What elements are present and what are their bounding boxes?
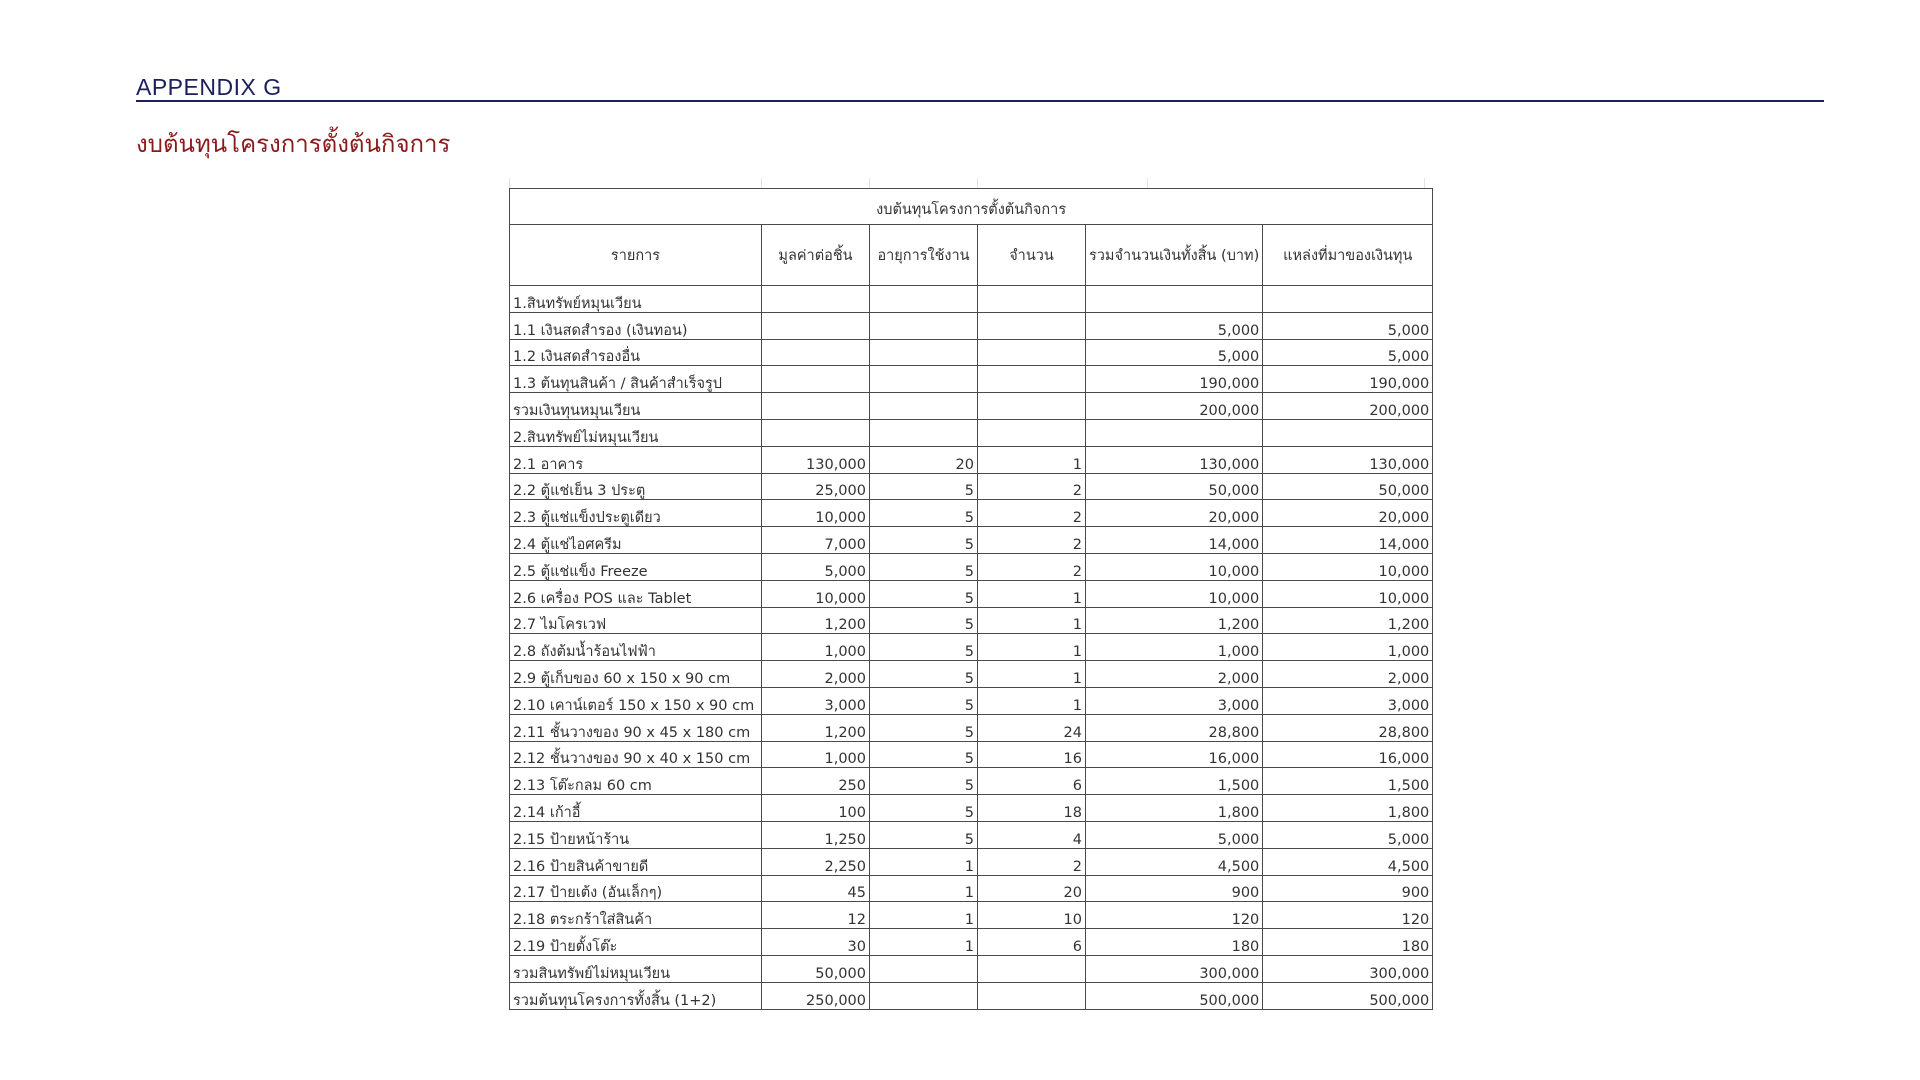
cell-unit-value: 250 xyxy=(762,768,870,795)
cell-unit-value: 1,000 xyxy=(762,741,870,768)
cell-useful-life: 5 xyxy=(870,473,978,500)
cell-item: 2.13 โต๊ะกลม 60 cm xyxy=(510,768,762,795)
cell-funding-source: 5,000 xyxy=(1263,312,1433,339)
cell-quantity: 1 xyxy=(978,661,1086,688)
cell-total-amount: 130,000 xyxy=(1086,446,1263,473)
table-row xyxy=(510,741,1433,768)
cell-quantity xyxy=(978,366,1086,393)
cell-item: รวมเงินทุนหมุนเวียน xyxy=(510,393,762,420)
cell-funding-source: 130,000 xyxy=(1263,446,1433,473)
cell-item: 2.14 เก้าอี้ xyxy=(510,795,762,822)
cell-funding-source: 5,000 xyxy=(1263,339,1433,366)
cell-quantity: 6 xyxy=(978,929,1086,956)
cell-useful-life: 5 xyxy=(870,527,978,554)
table-row xyxy=(510,795,1433,822)
cell-quantity xyxy=(978,286,1086,313)
cell-unit-value xyxy=(762,366,870,393)
cell-unit-value: 7,000 xyxy=(762,527,870,554)
cell-useful-life xyxy=(870,419,978,446)
column-header-funding-source: แหล่งที่มาของเงินทุน xyxy=(1263,225,1433,286)
cell-unit-value: 25,000 xyxy=(762,473,870,500)
cell-quantity: 20 xyxy=(978,875,1086,902)
table-row xyxy=(510,366,1433,393)
cell-quantity: 4 xyxy=(978,821,1086,848)
cell-funding-source: 180 xyxy=(1263,929,1433,956)
cell-quantity: 2 xyxy=(978,473,1086,500)
cell-funding-source: 16,000 xyxy=(1263,741,1433,768)
cell-item: 1.สินทรัพย์หมุนเวียน xyxy=(510,286,762,313)
cell-total-amount: 900 xyxy=(1086,875,1263,902)
cell-total-amount: 20,000 xyxy=(1086,500,1263,527)
cell-quantity: 1 xyxy=(978,687,1086,714)
cell-useful-life: 20 xyxy=(870,446,978,473)
table-row xyxy=(510,902,1433,929)
cell-unit-value xyxy=(762,312,870,339)
cell-total-amount: 5,000 xyxy=(1086,312,1263,339)
cell-quantity: 18 xyxy=(978,795,1086,822)
cell-unit-value: 30 xyxy=(762,929,870,956)
cell-total-amount: 14,000 xyxy=(1086,527,1263,554)
budget-table-container xyxy=(509,188,1433,1010)
table-row xyxy=(510,286,1433,313)
cell-quantity xyxy=(978,982,1086,1009)
table-row xyxy=(510,419,1433,446)
cell-quantity xyxy=(978,955,1086,982)
cell-total-amount: 50,000 xyxy=(1086,473,1263,500)
table-row xyxy=(510,875,1433,902)
cell-quantity: 6 xyxy=(978,768,1086,795)
table-row xyxy=(510,687,1433,714)
page-subtitle: งบต้นทุนโครงการตั้งต้นกิจการ xyxy=(136,130,451,158)
cell-unit-value: 50,000 xyxy=(762,955,870,982)
cell-item: 2.17 ป้ายเต้ง (อันเล็กๆ) xyxy=(510,875,762,902)
cell-funding-source: 28,800 xyxy=(1263,714,1433,741)
cell-quantity: 10 xyxy=(978,902,1086,929)
table-row xyxy=(510,768,1433,795)
cell-useful-life xyxy=(870,366,978,393)
cell-total-amount: 16,000 xyxy=(1086,741,1263,768)
cell-unit-value: 5,000 xyxy=(762,553,870,580)
cell-item: 2.1 อาคาร xyxy=(510,446,762,473)
cell-useful-life: 5 xyxy=(870,768,978,795)
cell-quantity: 16 xyxy=(978,741,1086,768)
table-title: งบต้นทุนโครงการตั้งต้นกิจการ xyxy=(510,189,1433,225)
cell-quantity: 1 xyxy=(978,607,1086,634)
cell-useful-life xyxy=(870,286,978,313)
cell-useful-life: 5 xyxy=(870,580,978,607)
table-row xyxy=(510,661,1433,688)
cell-item: 2.8 ถังต้มน้ำร้อนไฟฟ้า xyxy=(510,634,762,661)
cell-useful-life: 1 xyxy=(870,848,978,875)
table-row xyxy=(510,607,1433,634)
cell-funding-source: 3,000 xyxy=(1263,687,1433,714)
table-row xyxy=(510,339,1433,366)
cell-funding-source: 500,000 xyxy=(1263,982,1433,1009)
cell-funding-source: 200,000 xyxy=(1263,393,1433,420)
table-row xyxy=(510,473,1433,500)
cell-funding-source: 120 xyxy=(1263,902,1433,929)
column-header-total-amount: รวมจำนวนเงินทั้งสิ้น (บาท) xyxy=(1086,225,1263,286)
cell-quantity: 2 xyxy=(978,848,1086,875)
cell-unit-value: 2,250 xyxy=(762,848,870,875)
cell-useful-life xyxy=(870,955,978,982)
cell-funding-source: 1,200 xyxy=(1263,607,1433,634)
cell-funding-source: 1,800 xyxy=(1263,795,1433,822)
cell-unit-value: 100 xyxy=(762,795,870,822)
table-row xyxy=(510,714,1433,741)
cell-item: 2.11 ชั้นวางของ 90 x 45 x 180 cm xyxy=(510,714,762,741)
cell-total-amount xyxy=(1086,419,1263,446)
cell-unit-value: 1,250 xyxy=(762,821,870,848)
cell-useful-life: 1 xyxy=(870,902,978,929)
table-row xyxy=(510,393,1433,420)
cell-unit-value: 1,200 xyxy=(762,714,870,741)
cell-item: 1.1 เงินสดสำรอง (เงินทอน) xyxy=(510,312,762,339)
cell-useful-life xyxy=(870,312,978,339)
cell-unit-value xyxy=(762,393,870,420)
cell-item: รวมต้นทุนโครงการทั้งสิ้น (1+2) xyxy=(510,982,762,1009)
cell-item: 2.16 ป้ายสินค้าขายดี xyxy=(510,848,762,875)
cell-total-amount: 2,000 xyxy=(1086,661,1263,688)
cell-useful-life: 5 xyxy=(870,687,978,714)
cell-quantity: 1 xyxy=(978,580,1086,607)
cell-useful-life: 5 xyxy=(870,607,978,634)
cell-useful-life xyxy=(870,393,978,420)
cell-quantity: 24 xyxy=(978,714,1086,741)
cell-useful-life: 5 xyxy=(870,714,978,741)
cell-item: 2.6 เครื่อง POS และ Tablet xyxy=(510,580,762,607)
cell-unit-value: 250,000 xyxy=(762,982,870,1009)
table-row xyxy=(510,848,1433,875)
cell-total-amount: 180 xyxy=(1086,929,1263,956)
budget-table xyxy=(509,188,1433,1010)
cell-total-amount xyxy=(1086,286,1263,313)
cell-funding-source: 10,000 xyxy=(1263,553,1433,580)
cell-total-amount: 10,000 xyxy=(1086,553,1263,580)
cell-total-amount: 1,000 xyxy=(1086,634,1263,661)
cell-item: 2.9 ตู้เก็บของ 60 x 150 x 90 cm xyxy=(510,661,762,688)
cell-quantity: 2 xyxy=(978,527,1086,554)
cell-unit-value: 12 xyxy=(762,902,870,929)
cell-total-amount: 10,000 xyxy=(1086,580,1263,607)
cell-funding-source: 900 xyxy=(1263,875,1433,902)
cell-item: 2.18 ตระกร้าใส่สินค้า xyxy=(510,902,762,929)
appendix-divider xyxy=(136,100,1824,102)
column-header-item: รายการ xyxy=(510,225,762,286)
cell-total-amount: 1,200 xyxy=(1086,607,1263,634)
cell-funding-source: 10,000 xyxy=(1263,580,1433,607)
column-header-useful-life: อายุการใช้งาน xyxy=(870,225,978,286)
cell-useful-life: 1 xyxy=(870,875,978,902)
cell-item: 2.7 ไมโครเวฟ xyxy=(510,607,762,634)
cell-quantity: 2 xyxy=(978,553,1086,580)
cell-funding-source: 5,000 xyxy=(1263,821,1433,848)
cell-item: 2.15 ป้ายหน้าร้าน xyxy=(510,821,762,848)
cell-useful-life xyxy=(870,339,978,366)
cell-quantity: 1 xyxy=(978,634,1086,661)
cell-unit-value: 1,200 xyxy=(762,607,870,634)
cell-useful-life: 5 xyxy=(870,634,978,661)
cell-total-amount: 5,000 xyxy=(1086,339,1263,366)
cell-item: 2.2 ตู้แช่เย็น 3 ประตู xyxy=(510,473,762,500)
table-row xyxy=(510,527,1433,554)
cell-useful-life: 5 xyxy=(870,741,978,768)
cell-total-amount: 1,800 xyxy=(1086,795,1263,822)
cell-total-amount: 500,000 xyxy=(1086,982,1263,1009)
cell-funding-source: 300,000 xyxy=(1263,955,1433,982)
cell-funding-source: 2,000 xyxy=(1263,661,1433,688)
cell-funding-source: 4,500 xyxy=(1263,848,1433,875)
cell-item: รวมสินทรัพย์ไม่หมุนเวียน xyxy=(510,955,762,982)
cell-total-amount: 200,000 xyxy=(1086,393,1263,420)
column-header-quantity: จำนวน xyxy=(978,225,1086,286)
cell-unit-value: 10,000 xyxy=(762,580,870,607)
cell-useful-life: 5 xyxy=(870,553,978,580)
cell-item: 2.3 ตู้แช่แข็งประตูเดียว xyxy=(510,500,762,527)
cell-useful-life: 5 xyxy=(870,500,978,527)
cell-total-amount: 5,000 xyxy=(1086,821,1263,848)
table-row xyxy=(510,929,1433,956)
cell-unit-value: 3,000 xyxy=(762,687,870,714)
cell-unit-value: 10,000 xyxy=(762,500,870,527)
cell-quantity xyxy=(978,339,1086,366)
cell-funding-source xyxy=(1263,419,1433,446)
cell-unit-value: 45 xyxy=(762,875,870,902)
cell-quantity xyxy=(978,419,1086,446)
cell-funding-source: 14,000 xyxy=(1263,527,1433,554)
table-row xyxy=(510,446,1433,473)
cell-item: 1.2 เงินสดสำรองอื่น xyxy=(510,339,762,366)
cell-item: 2.4 ตู้แช่ไอศครีม xyxy=(510,527,762,554)
cell-item: 1.3 ต้นทุนสินค้า / สินค้าสำเร็จรูป xyxy=(510,366,762,393)
cell-total-amount: 300,000 xyxy=(1086,955,1263,982)
cell-useful-life: 1 xyxy=(870,929,978,956)
cell-total-amount: 1,500 xyxy=(1086,768,1263,795)
cell-total-amount: 28,800 xyxy=(1086,714,1263,741)
cell-unit-value xyxy=(762,286,870,313)
cell-funding-source: 50,000 xyxy=(1263,473,1433,500)
cell-unit-value xyxy=(762,339,870,366)
table-row xyxy=(510,634,1433,661)
cell-useful-life: 5 xyxy=(870,821,978,848)
cell-funding-source xyxy=(1263,286,1433,313)
cell-unit-value xyxy=(762,419,870,446)
cell-quantity xyxy=(978,393,1086,420)
cell-unit-value: 1,000 xyxy=(762,634,870,661)
cell-item: 2.5 ตู้แช่แข็ง Freeze xyxy=(510,553,762,580)
cell-total-amount: 3,000 xyxy=(1086,687,1263,714)
cell-quantity: 1 xyxy=(978,446,1086,473)
cell-total-amount: 4,500 xyxy=(1086,848,1263,875)
cell-item: 2.10 เคาน์เตอร์ 150 x 150 x 90 cm xyxy=(510,687,762,714)
table-row xyxy=(510,821,1433,848)
cell-quantity: 2 xyxy=(978,500,1086,527)
cell-item: 2.19 ป้ายตั้งโต๊ะ xyxy=(510,929,762,956)
table-row xyxy=(510,580,1433,607)
cell-item: 2.12 ชั้นวางของ 90 x 40 x 150 cm xyxy=(510,741,762,768)
cell-unit-value: 2,000 xyxy=(762,661,870,688)
table-row xyxy=(510,500,1433,527)
cell-unit-value: 130,000 xyxy=(762,446,870,473)
table-row xyxy=(510,312,1433,339)
cell-useful-life: 5 xyxy=(870,795,978,822)
table-row xyxy=(510,982,1433,1009)
cell-useful-life: 5 xyxy=(870,661,978,688)
table-row xyxy=(510,553,1433,580)
cell-funding-source: 1,500 xyxy=(1263,768,1433,795)
cell-funding-source: 190,000 xyxy=(1263,366,1433,393)
cell-useful-life xyxy=(870,982,978,1009)
cell-funding-source: 20,000 xyxy=(1263,500,1433,527)
appendix-title: APPENDIX G xyxy=(136,74,282,100)
cell-total-amount: 190,000 xyxy=(1086,366,1263,393)
table-row xyxy=(510,955,1433,982)
cell-quantity xyxy=(978,312,1086,339)
column-header-unit-value: มูลค่าต่อชิ้น xyxy=(762,225,870,286)
cell-item: 2.สินทรัพย์ไม่หมุนเวียน xyxy=(510,419,762,446)
spreadsheet-gridlines xyxy=(509,178,1425,188)
cell-total-amount: 120 xyxy=(1086,902,1263,929)
cell-funding-source: 1,000 xyxy=(1263,634,1433,661)
